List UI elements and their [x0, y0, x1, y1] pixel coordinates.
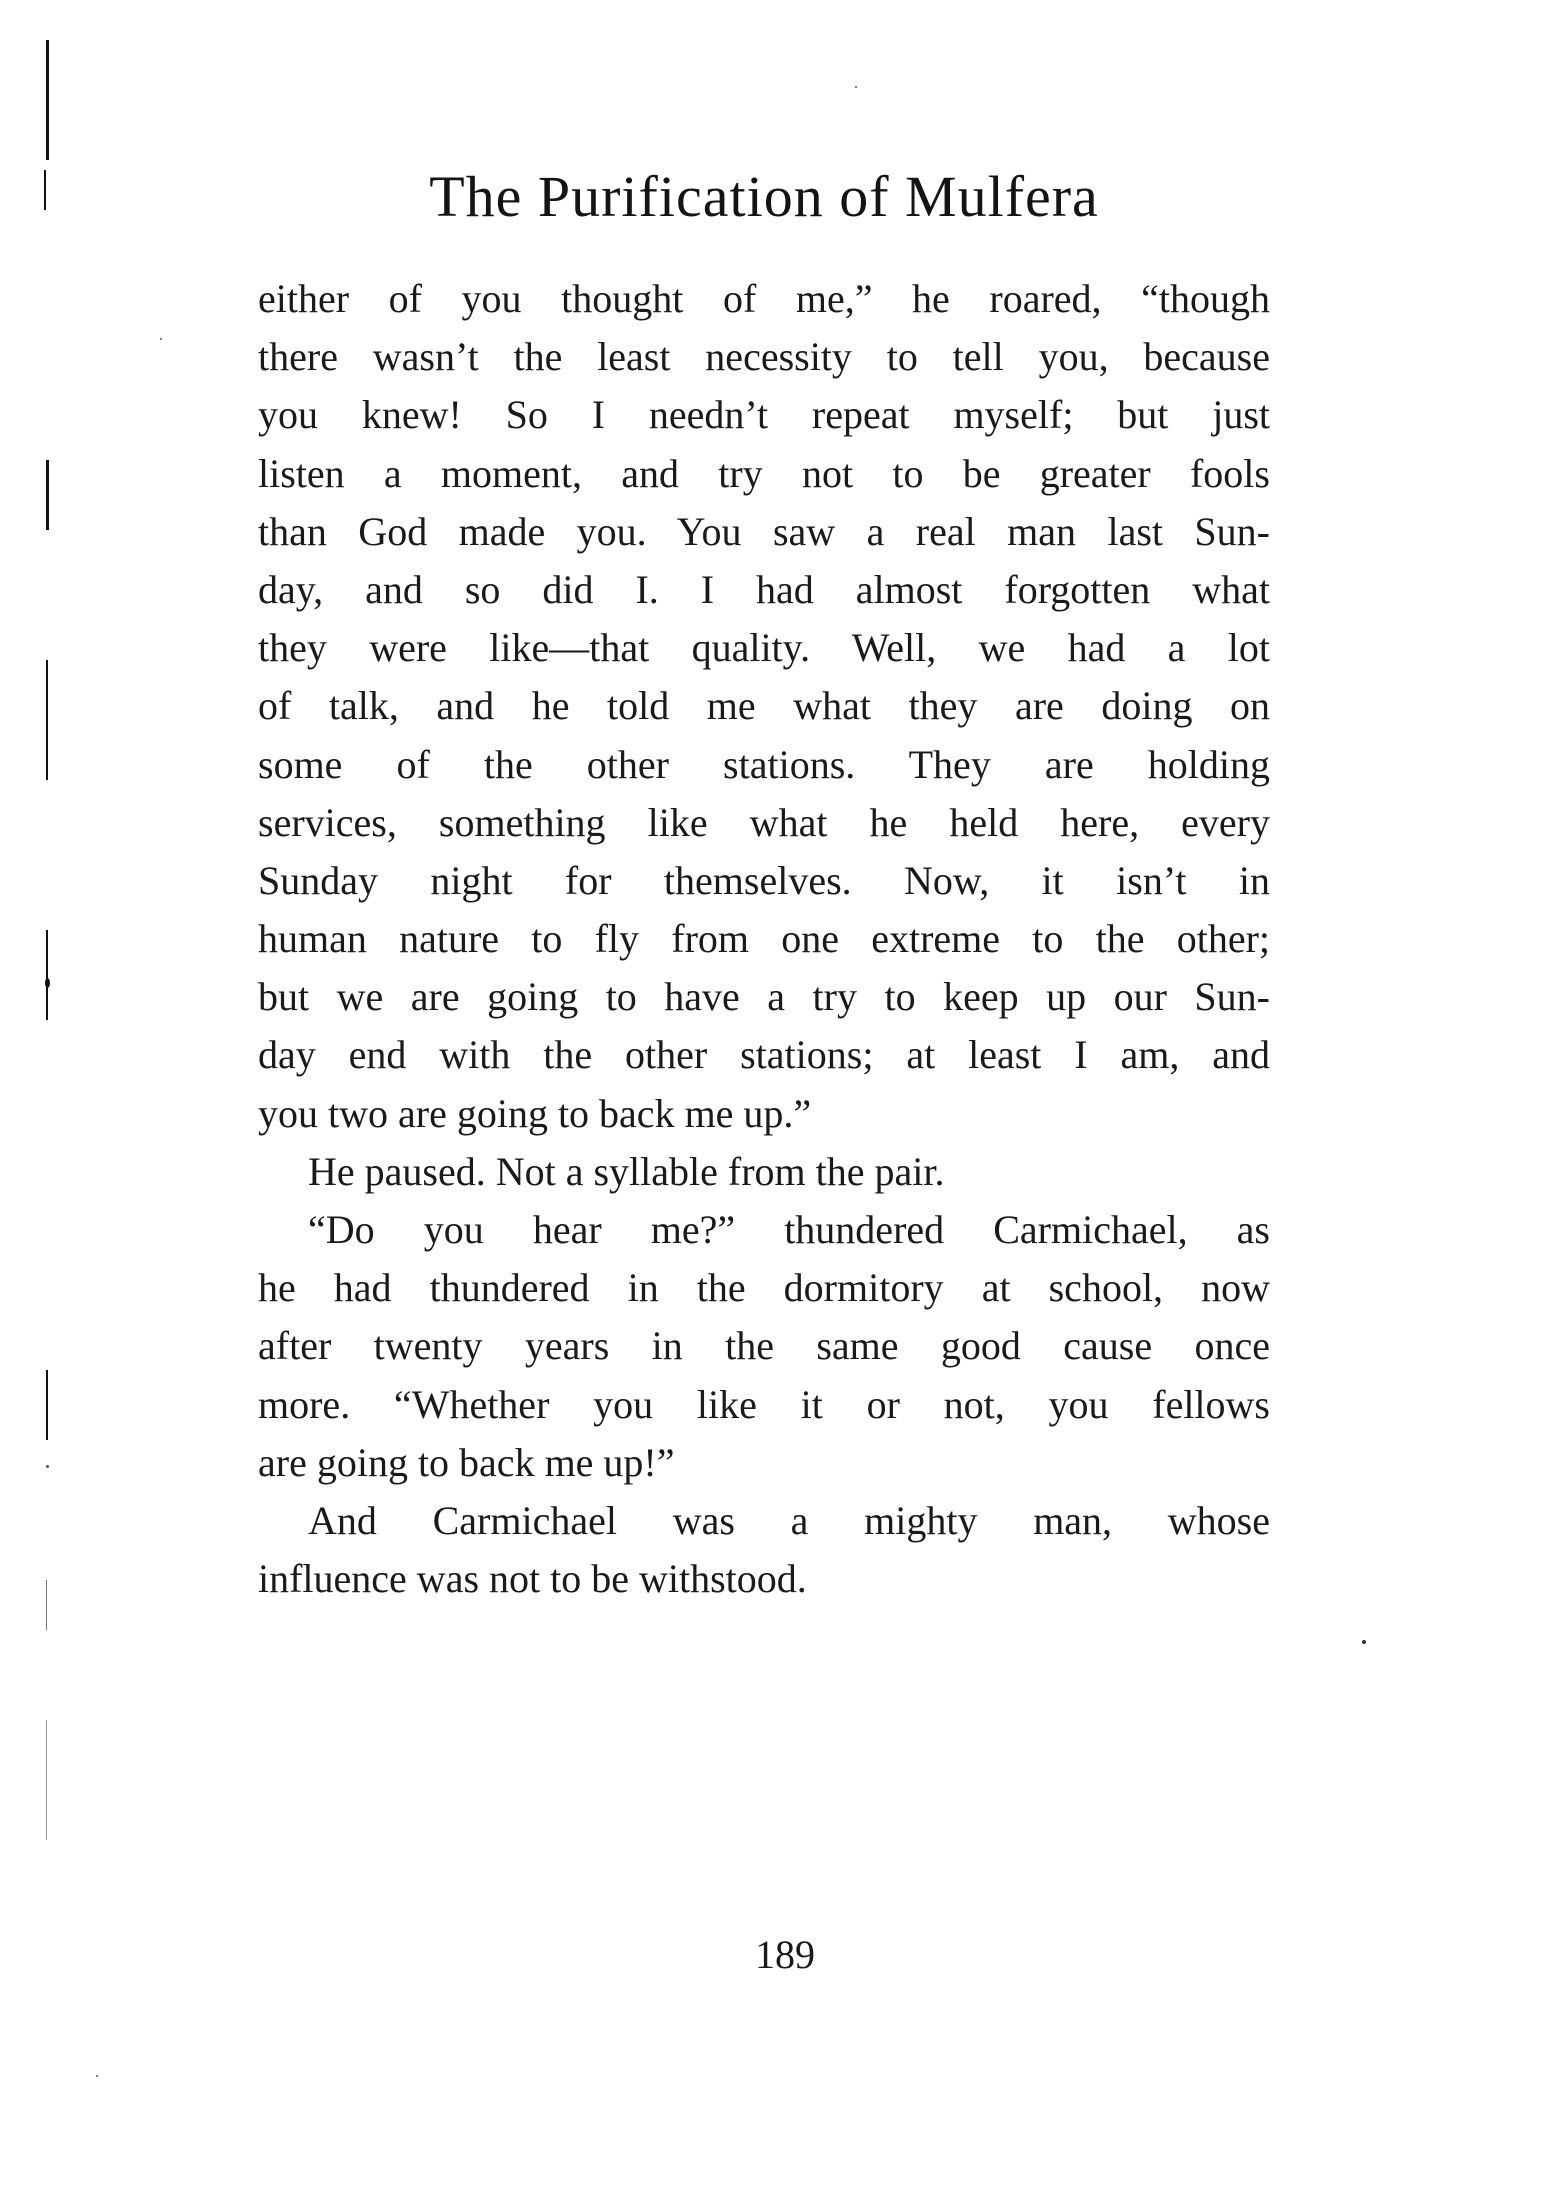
scan-edge-mark: [46, 930, 48, 1020]
text-line: He paused. Not a syllable from the pair.: [308, 1148, 945, 1194]
text-line: than God made you. You saw a real man last Sun-: [258, 508, 1270, 554]
text-line: day end with the other stations; at least I am, and: [258, 1032, 1270, 1078]
text-line: there wasn’t the least necessity to tell you, because: [258, 334, 1270, 380]
scan-speck: [160, 338, 162, 340]
text-line: more. “Whether you like it or not, you fellows: [258, 1381, 1270, 1427]
text-line: they were like—that quality. Well, we had a lot: [258, 625, 1270, 671]
scan-edge-mark: [46, 460, 49, 530]
text-line: listen a moment, and try not to be greater fools: [258, 450, 1270, 496]
page-number: 189: [755, 1932, 815, 1977]
text-line: Sunday night for themselves. Now, it isn’t in: [258, 857, 1270, 903]
text-line: either of you thought of me,” he roared, “though: [258, 276, 1270, 321]
text-line: services, something like what he held here, every: [258, 799, 1270, 845]
text-line: day, and so did I. I had almost forgotten what: [258, 566, 1270, 612]
scan-speck: [45, 978, 50, 988]
text-line: some of the other stations. They are holding: [258, 741, 1270, 787]
text-line: but we are going to have a try to keep up our Sun-: [258, 974, 1270, 1020]
text-line: of talk, and he told me what they are doing on: [258, 683, 1270, 729]
scan-speck: [1362, 1640, 1366, 1644]
text-line: you knew! So I needn’t repeat myself; but just: [258, 392, 1270, 438]
scan-edge-mark: [46, 1370, 48, 1440]
running-head: The Purification of Mulfera: [429, 164, 1099, 229]
text-line: influence was not to be withstood.: [258, 1556, 807, 1602]
scan-edge-mark: [44, 170, 46, 210]
text-line: you two are going to back me up.”: [258, 1090, 812, 1136]
scan-edge-mark: [46, 660, 48, 780]
text-line: human nature to fly from one extreme to the other;: [258, 916, 1270, 962]
scan-speck: [855, 86, 857, 88]
text-line: are going to back me up!”: [258, 1439, 675, 1485]
scan-edge-mark: [46, 1580, 47, 1630]
scan-edge-mark: [46, 40, 49, 160]
text-line: after twenty years in the same good cause once: [258, 1323, 1270, 1369]
text-line: “Do you hear me?” thundered Carmichael, as: [308, 1207, 1270, 1252]
scan-edge-mark: [46, 1720, 47, 1840]
text-line: And Carmichael was a mighty man, whose: [308, 1497, 1270, 1543]
text-line: he had thundered in the dormitory at school, now: [258, 1265, 1270, 1311]
body-text: [258, 270, 1270, 1608]
scan-speck: [46, 1465, 49, 1468]
scan-speck: [96, 2075, 98, 2077]
